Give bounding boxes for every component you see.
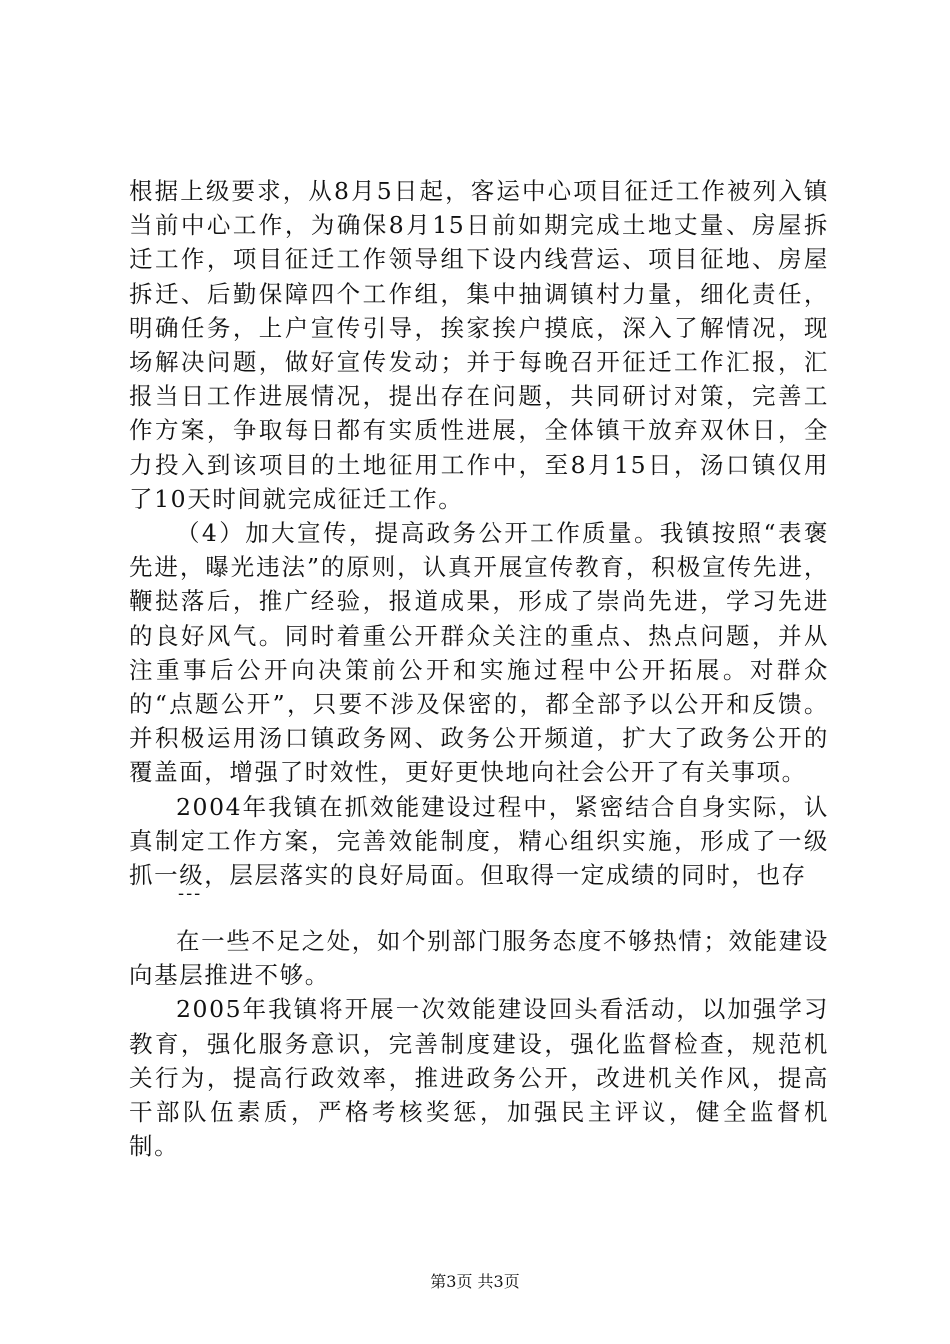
paragraph-plan-2005: 2005年我镇将开展一次效能建设回头看活动，以加强学习教育，强化服务意识，完善制度建设，强化监督检查，规范机关行为，提高行政效率，推进政务公开，改进机关作风，提高干部队伍素质，严格考核奖惩，加强民主评议，健全监督机制。 bbox=[129, 995, 829, 1161]
paragraph-shortcomings: 在一些不足之处，如个别部门服务态度不够热情；效能建设向基层推进不够。 bbox=[129, 927, 829, 990]
paragraph-land-acquisition: 根据上级要求，从8月5日起，客运中心项目征迁工作被列入镇当前中心工作，为确保8月15日前如期完成土地丈量、房屋拆迁工作，项目征迁工作领导组下设内线营运、项目征地、房屋拆迁、后勤保障四个工作组，集中抽调镇村力量，细化责任，明确任务，上户宣传引导，挨家挨户摸底，深入了解情况，现场解决问题，做好宣传发动；并于每晚召开征迁工作汇报，汇报当日工作进展情况，提出存在问题，共同研讨对策，完善工作方案，争取每日都有实质性进展，全体镇干放弃双休日，全力投入到该项目的土地征用工作中，至8月15日，汤口镇仅用了10天时间就完成征迁工作。 bbox=[129, 177, 829, 513]
text-block-bottom bbox=[129, 924, 829, 1163]
text-block-top bbox=[129, 174, 829, 892]
paragraph-publicity: （4）加大宣传，提高政务公开工作质量。我镇按照“表褒先进，曝光违法”的原则，认真开展宣传教育，积极宣传先进，鞭挞落后，推广经验，报道成果，形成了崇尚先进，学习先进的良好风气。同时着重公开群众关注的重点、热点问题，并从注重事后公开向决策前公开和实施过程中公开拓展。对群众的“点题公开”，只要不涉及保密的，都全部予以公开和反馈。并积极运用汤口镇政务网、政务公开频道，扩大了政务公开的覆盖面，增强了时效性，更好更快地向社会公开了有关事项。 bbox=[129, 519, 829, 787]
paragraph-efficiency-2004: 2004年我镇在抓效能建设过程中，紧密结合自身实际，认真制定工作方案，完善效能制度，精心组织实施，形成了一级抓一级，层层落实的良好局面。但取得一定成绩的同时，也存 bbox=[129, 792, 829, 890]
page-break-separator: --- bbox=[178, 883, 203, 904]
page-footer: 第3页 共3页 bbox=[430, 1272, 520, 1291]
